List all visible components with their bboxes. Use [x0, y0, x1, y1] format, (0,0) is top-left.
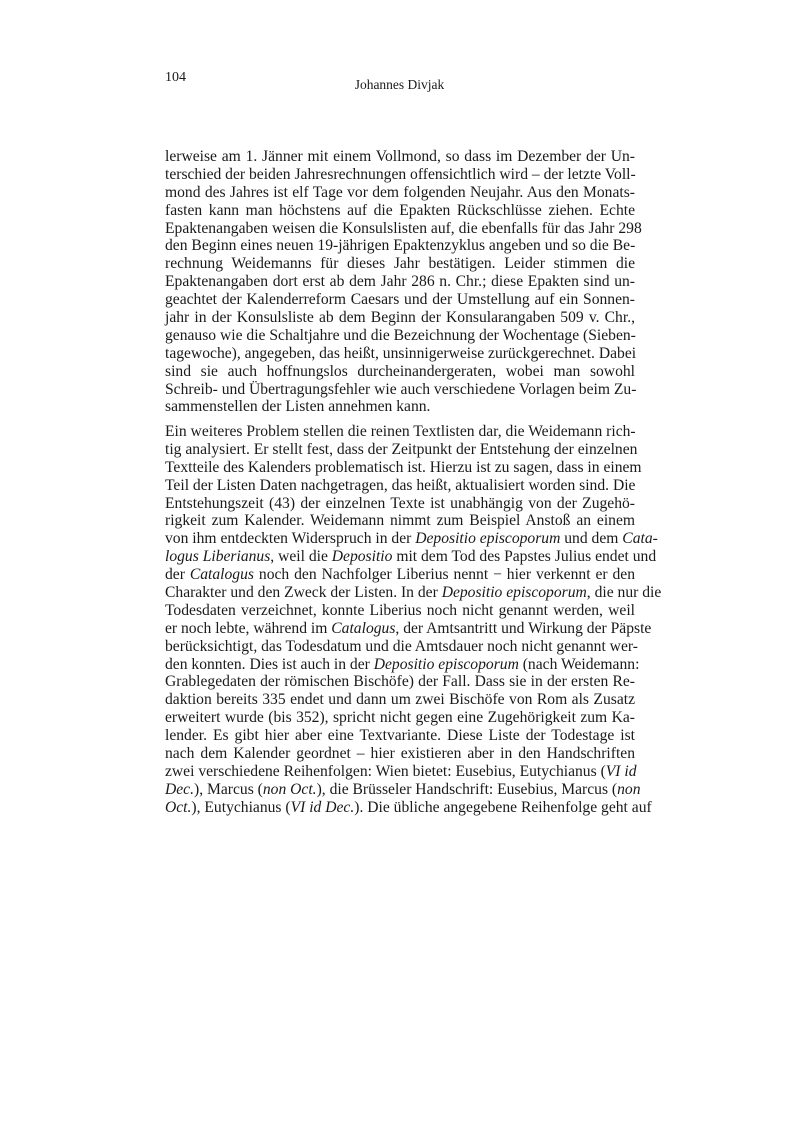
text-line	[165, 584, 662, 602]
text-line	[165, 512, 635, 530]
italic-text: Catalogus	[331, 619, 396, 637]
text-segment: tig analysiert. Er stellt fest, dass der Zeitpunkt der Entstehung der einzelnen	[165, 440, 638, 458]
italic-text: Catalogus	[189, 566, 254, 584]
text-segment: Textteile des Kalenders problematisch ist. Hierzu ist zu sagen, dass in einem	[165, 458, 642, 476]
text-segment: und dem	[560, 530, 623, 548]
text-segment: , die nur die	[586, 584, 662, 602]
text-segment: Ein weiteres Problem stellen die reinen Textlisten dar, die Weidemann rich-	[165, 423, 636, 440]
text-segment: geachtet der Kalenderreform Caesars und der Umstellung auf ein Sonnen-	[165, 291, 635, 309]
text-segment: genauso wie die Schaltjahre und die Bezeichnung der Wochentage (Sieben-	[165, 326, 636, 344]
text-segment: fasten kann man höchstens auf die Epakten Rückschlüsse ziehen. Echte	[165, 201, 635, 219]
italic-text: Depositio episcoporum	[415, 530, 561, 548]
text-line	[165, 477, 635, 495]
text-segment: daktion bereits 335 endet und dann um zwei Bischöfe von Rom als Zusatz	[165, 691, 635, 709]
text-line	[165, 566, 635, 584]
text-line	[165, 363, 635, 381]
text-line	[165, 691, 635, 709]
text-segment: Entstehungszeit (43) der einzelnen Texte ist unabhängig von der Zugehö-	[165, 494, 635, 512]
text-segment: Epaktenangaben dort erst ab dem Jahr 286 n. Chr.; diese Epakten sind un-	[165, 273, 635, 291]
text-line	[165, 655, 640, 674]
text-line	[165, 291, 635, 309]
text-line	[165, 458, 642, 477]
text-segment: mond des Jahres ist elf Tage vor dem folgenden Neujahr. Aus den Monats-	[165, 183, 635, 201]
italic-text: logus Liberianus	[165, 548, 271, 566]
text-segment: ), Eutychianus (	[191, 798, 291, 816]
text-segment: Epaktenangaben weisen die Konsulslisten auf, die ebenfalls für das Jahr 298	[165, 219, 642, 237]
text-segment: sind sie auch hoffnungslos durcheinandergeraten, wobei man sowohl	[165, 362, 635, 380]
italic-text: VI id	[605, 762, 637, 780]
text-line	[165, 440, 638, 459]
text-line	[165, 219, 642, 238]
text-segment: Todesdaten verzeichnet, konnte Liberius noch nicht genannt werden, weil	[165, 601, 635, 619]
text-segment: jahr in der Konsulsliste ab dem Beginn der Konsularangaben 509 v. Chr.,	[165, 309, 635, 327]
text-line	[165, 619, 652, 638]
text-line	[165, 166, 635, 184]
text-segment: er noch lebte, während im	[165, 619, 332, 637]
text-segment: nach dem Kalender geordnet – hier existieren aber in den Handschriften	[165, 745, 635, 763]
text-segment: tagewoche), angegeben, das heißt, unsinnigerweise zurückgerechnet. Dabei	[165, 344, 637, 362]
text-line	[165, 398, 635, 416]
text-line	[165, 423, 635, 441]
text-line	[165, 780, 641, 799]
italic-text: Depositio episcoporum	[441, 584, 587, 602]
text-segment: terschied der beiden Jahresrechnungen offensichtlich wird – der letzte Voll-	[165, 165, 636, 183]
text-segment: sammenstellen der Listen annehmen kann.	[165, 398, 431, 416]
text-segment: , weil die	[270, 548, 332, 566]
text-line	[165, 148, 635, 166]
text-line	[165, 184, 635, 202]
text-line	[165, 637, 638, 656]
text-line	[165, 709, 635, 727]
text-segment: Charakter und den Zweck der Listen. In der	[165, 584, 442, 602]
text-segment: der	[165, 566, 190, 584]
text-segment: noch den Nachfolger Liberius nennt − hier verkennt er den	[253, 566, 636, 584]
text-segment: ), Marcus (	[194, 780, 263, 798]
text-line	[165, 745, 635, 763]
text-segment: ), die Brüsseler Handschrift: Eusebius, Marcus (	[316, 780, 618, 798]
paragraph-2	[165, 423, 662, 817]
text-segment: ). Die übliche angegebene Reihenfolge geht auf	[354, 798, 652, 816]
text-line	[165, 255, 635, 273]
text-segment: , der Amtsantritt und Wirkung der Päpste	[395, 619, 652, 637]
text-line	[165, 237, 635, 255]
text-segment: den Beginn eines neuen 19-jährigen Epaktenzyklus angeben und so die Be-	[165, 237, 636, 255]
text-line	[165, 202, 635, 220]
text-segment: von ihm entdeckten Widerspruch in der	[165, 530, 416, 548]
text-line	[165, 602, 635, 620]
text-segment: mit dem Tod des Papstes Julius endet und	[392, 548, 657, 566]
text-line	[165, 495, 635, 513]
italic-text: Dec.	[165, 780, 195, 798]
text-line	[165, 327, 635, 345]
italic-text: Cata-	[622, 530, 658, 548]
paragraph-1	[165, 148, 642, 416]
running-head: Johannes Divjak	[354, 77, 445, 92]
text-line	[165, 273, 635, 291]
text-segment: lerweise am 1. Jänner mit einem Vollmond, so dass im Dezember der Un-	[165, 148, 635, 165]
text-segment: rechnung Weidemanns für dieses Jahr bestätigen. Leider stimmen die	[165, 255, 635, 273]
text-segment: zwei verschiedene Reihenfolgen: Wien bietet: Eusebius, Eutychianus (	[165, 762, 606, 780]
text-line	[165, 727, 635, 745]
text-line	[165, 798, 652, 817]
text-segment: lender. Es gibt hier aber eine Textvariante. Diese Liste der Todestage ist	[165, 727, 635, 745]
text-segment: berücksichtigt, das Todesdatum und die Amtsdauer noch nicht genannt wer-	[165, 637, 638, 655]
text-line	[165, 673, 635, 691]
page-number: 104	[165, 70, 186, 85]
text-segment: Schreib- und Übertragungsfehler wie auch verschiedene Vorlagen beim Zu-	[165, 380, 637, 398]
text-line	[165, 381, 635, 399]
text-line	[165, 345, 635, 363]
text-line	[165, 763, 635, 781]
text-segment: den konnten. Dies ist auch in der	[165, 655, 374, 673]
italic-text: non Oct.	[262, 780, 317, 798]
italic-text: Depositio episcoporum	[373, 655, 519, 673]
text-line	[165, 548, 657, 566]
text-segment: Teil der Listen Daten nachgetragen, das heißt, aktualisiert worden sind. Die	[165, 476, 636, 494]
italic-text: VI id Dec.	[290, 798, 355, 816]
text-line	[165, 309, 635, 327]
italic-text: Depositio	[331, 548, 393, 566]
text-segment: rigkeit zum Kalender. Weidemann nimmt zum Beispiel Anstoß an einem	[165, 512, 635, 530]
text-segment: erweitert wurde (bis 352), spricht nicht gegen eine Zugehörigkeit zum Ka-	[165, 709, 635, 727]
text-line	[165, 530, 658, 548]
italic-text: non	[617, 780, 641, 798]
text-segment: (nach Weidemann:	[518, 655, 640, 673]
text-segment: Grablegedaten der römischen Bischöfe) der Fall. Dass sie in der ersten Re-	[165, 673, 635, 691]
italic-text: Oct.	[165, 798, 192, 816]
